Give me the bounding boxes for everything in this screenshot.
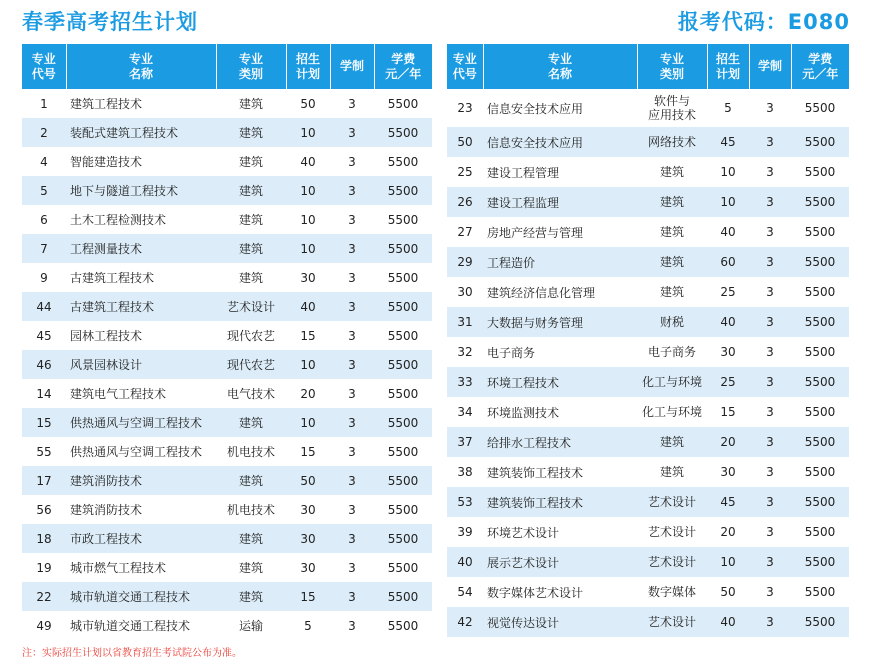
cell-category: 现代农艺 — [226, 328, 275, 343]
cell-duration: 3 — [330, 466, 374, 495]
table-row — [22, 89, 432, 118]
cell-plan: 20 — [720, 525, 736, 539]
table-row — [22, 176, 432, 205]
cell-code: 39 — [457, 525, 473, 539]
cell-code: 50 — [447, 127, 483, 157]
cell-code: 42 — [447, 607, 483, 637]
cell-duration: 3 — [330, 292, 374, 321]
table-row — [22, 408, 432, 437]
cell-duration: 3 — [749, 247, 791, 277]
cell-duration: 3 — [330, 582, 374, 611]
cell-plan: 10 — [286, 176, 330, 205]
header-plan: 招生 计划 — [286, 44, 330, 89]
table-row — [22, 466, 432, 495]
cell-category: 艺术设计 — [216, 292, 286, 321]
cell-duration: 3 — [348, 444, 356, 459]
cell-code: 33 — [447, 367, 483, 397]
cell-category: 电气技术 — [226, 386, 275, 401]
cell-code: 7 — [22, 234, 66, 263]
cell-major-name: 展示艺术设计 — [483, 547, 637, 577]
cell-plan: 10 — [286, 408, 330, 437]
cell-code: 22 — [22, 582, 66, 611]
table-row — [22, 495, 432, 524]
cell-duration: 3 — [766, 345, 774, 359]
header-tuition: 学费 元／年 — [374, 44, 432, 89]
cell-major-name: 建设工程监理 — [483, 187, 637, 217]
cell-category: 艺术设计 — [637, 487, 707, 517]
cell-duration: 3 — [348, 270, 356, 285]
cell-duration: 3 — [766, 525, 774, 539]
cell-category: 化工与环境 — [637, 367, 707, 397]
cell-plan: 20 — [707, 427, 749, 457]
cell-category: 机电技术 — [226, 502, 275, 517]
cell-tuition: 5500 — [804, 465, 836, 479]
cell-duration: 3 — [766, 101, 774, 115]
cell-category: 建筑 — [637, 247, 707, 277]
cell-major-name: 工程测量技术 — [66, 234, 216, 263]
table-row — [447, 247, 849, 277]
cell-plan: 50 — [300, 96, 316, 111]
cell-plan: 40 — [720, 225, 736, 239]
cell-plan: 40 — [707, 607, 749, 637]
cell-category: 建筑 — [216, 118, 286, 147]
table-row — [447, 89, 849, 127]
table-row — [447, 307, 849, 337]
header-major-name: 专业 名称 — [66, 44, 216, 89]
header-tuition: 学费 元／年 — [791, 44, 849, 89]
cell-tuition: 5500 — [387, 270, 419, 285]
cell-major-name: 视觉传达设计 — [483, 607, 637, 637]
cell-tuition: 5500 — [804, 405, 836, 419]
cell-duration: 3 — [766, 225, 774, 239]
cell-tuition: 5500 — [804, 225, 836, 239]
cell-category: 建筑 — [659, 465, 684, 479]
cell-category: 数字媒体 — [647, 585, 696, 599]
cell-duration: 3 — [348, 502, 356, 517]
cell-category: 建筑 — [637, 427, 707, 457]
cell-category: 建筑 — [238, 270, 263, 285]
table-row — [22, 350, 432, 379]
cell-plan: 10 — [300, 212, 316, 227]
cell-tuition: 5500 — [804, 525, 836, 539]
table-row — [447, 337, 849, 367]
cell-category: 建筑 — [216, 582, 286, 611]
cell-code: 17 — [22, 466, 66, 495]
table-row — [22, 118, 432, 147]
cell-plan: 15 — [286, 582, 330, 611]
cell-plan: 50 — [720, 585, 736, 599]
cell-tuition: 5500 — [804, 345, 836, 359]
cell-plan: 15 — [720, 405, 736, 419]
table-row — [22, 524, 432, 553]
cell-code: 45 — [36, 328, 52, 343]
cell-plan: 10 — [707, 187, 749, 217]
cell-major-name: 建筑电气工程技术 — [70, 387, 167, 401]
cell-category: 建筑 — [216, 234, 286, 263]
cell-duration: 3 — [348, 386, 356, 401]
cell-duration: 3 — [749, 547, 791, 577]
cell-plan: 5 — [304, 618, 312, 633]
page-title: 春季高考招生计划 — [22, 10, 198, 34]
cell-code: 30 — [457, 285, 473, 299]
cell-major-name: 环境艺术设计 — [487, 525, 560, 540]
cell-duration: 3 — [348, 618, 356, 633]
cell-code: 25 — [457, 165, 473, 179]
cell-tuition: 5500 — [387, 444, 419, 459]
cell-category: 现代农艺 — [216, 350, 286, 379]
cell-plan: 10 — [707, 547, 749, 577]
cell-duration: 3 — [348, 212, 356, 227]
cell-plan: 50 — [286, 466, 330, 495]
cell-major-name: 建筑工程技术 — [70, 97, 143, 111]
cell-plan: 30 — [720, 465, 736, 479]
cell-code: 34 — [457, 405, 473, 419]
cell-plan: 15 — [300, 328, 316, 343]
cell-category: 建筑 — [659, 285, 684, 299]
cell-major-name: 园林工程技术 — [70, 329, 143, 343]
cell-plan: 30 — [300, 560, 316, 575]
cell-major-name: 装配式建筑工程技术 — [66, 118, 216, 147]
cell-plan: 10 — [286, 350, 330, 379]
cell-major-name: 供热通风与空调工程技术 — [66, 408, 216, 437]
cell-plan: 60 — [707, 247, 749, 277]
table-row — [22, 611, 432, 640]
cell-duration: 3 — [766, 165, 774, 179]
header-category: 专业 类别 — [216, 44, 286, 89]
cell-category: 建筑 — [216, 466, 286, 495]
cell-major-name: 建设工程管理 — [487, 165, 560, 180]
cell-tuition: 5500 — [804, 165, 836, 179]
cell-major-name: 信息安全技术应用 — [487, 101, 584, 116]
cell-major-name: 数字媒体艺术设计 — [487, 585, 584, 600]
cell-tuition: 5500 — [387, 96, 419, 111]
cell-major-name: 供热通风与空调工程技术 — [70, 445, 203, 459]
cell-plan: 40 — [286, 292, 330, 321]
cell-tuition: 5500 — [387, 212, 419, 227]
cell-duration: 3 — [330, 408, 374, 437]
header-category: 专业 类别 — [637, 44, 707, 89]
table-row — [447, 187, 849, 217]
cell-plan: 5 — [724, 101, 732, 115]
cell-code: 40 — [447, 547, 483, 577]
cell-duration: 3 — [766, 585, 774, 599]
cell-duration: 3 — [330, 234, 374, 263]
cell-tuition: 5500 — [791, 367, 849, 397]
table-row — [22, 263, 432, 292]
cell-duration: 3 — [330, 176, 374, 205]
cell-tuition: 5500 — [791, 427, 849, 457]
cell-tuition: 5500 — [387, 328, 419, 343]
cell-plan: 30 — [720, 345, 736, 359]
cell-code: 5 — [22, 176, 66, 205]
table-row — [22, 292, 432, 321]
cell-tuition: 5500 — [374, 292, 432, 321]
cell-tuition: 5500 — [791, 127, 849, 157]
cell-category: 建筑 — [238, 96, 263, 111]
cell-plan: 25 — [707, 367, 749, 397]
table-row — [447, 517, 849, 547]
cell-code: 26 — [447, 187, 483, 217]
cell-major-name: 城市轨道交通工程技术 — [66, 582, 216, 611]
cell-code: 23 — [457, 101, 473, 115]
cell-category: 建筑 — [238, 154, 263, 169]
table-row — [22, 582, 432, 611]
cell-tuition: 5500 — [387, 154, 419, 169]
cell-code: 1 — [40, 96, 48, 111]
cell-major-name: 建筑装饰工程技术 — [483, 487, 637, 517]
cell-plan: 30 — [300, 270, 316, 285]
cell-category: 艺术设计 — [647, 525, 696, 539]
cell-category: 机电技术 — [226, 444, 275, 459]
cell-major-name: 古建筑工程技术 — [70, 271, 155, 285]
cell-plan: 10 — [286, 118, 330, 147]
cell-plan: 10 — [720, 165, 736, 179]
exam-code: 报考代码：E080 — [677, 10, 850, 34]
cell-code: 53 — [447, 487, 483, 517]
header-plan: 招生 计划 — [707, 44, 749, 89]
cell-tuition: 5500 — [374, 582, 432, 611]
cell-tuition: 5500 — [387, 618, 419, 633]
table-header-row — [22, 44, 432, 89]
cell-tuition: 5500 — [387, 560, 419, 575]
cell-code: 19 — [36, 560, 52, 575]
cell-code: 46 — [22, 350, 66, 379]
cell-duration: 3 — [749, 187, 791, 217]
cell-major-name: 电子商务 — [487, 345, 536, 360]
cell-duration: 3 — [749, 427, 791, 457]
cell-plan: 45 — [707, 127, 749, 157]
table-row — [22, 553, 432, 582]
cell-code: 4 — [40, 154, 48, 169]
cell-plan: 25 — [720, 285, 736, 299]
cell-category: 财税 — [637, 307, 707, 337]
table-row — [447, 127, 849, 157]
cell-duration: 3 — [330, 524, 374, 553]
cell-major-name: 建筑消防技术 — [66, 466, 216, 495]
cell-plan: 30 — [286, 524, 330, 553]
cell-code: 31 — [447, 307, 483, 337]
cell-code: 37 — [447, 427, 483, 457]
cell-duration: 3 — [330, 350, 374, 379]
cell-category: 建筑 — [659, 165, 684, 179]
header-code: 专业 代号 — [22, 44, 66, 89]
cell-code: 2 — [22, 118, 66, 147]
cell-code: 27 — [457, 225, 473, 239]
cell-code: 38 — [457, 465, 473, 479]
cell-plan: 45 — [707, 487, 749, 517]
cell-code: 55 — [36, 444, 52, 459]
cell-duration: 3 — [749, 307, 791, 337]
cell-code: 44 — [22, 292, 66, 321]
cell-category: 艺术设计 — [637, 547, 707, 577]
table-row — [22, 205, 432, 234]
table-row — [447, 217, 849, 247]
cell-category: 建筑 — [216, 176, 286, 205]
cell-code: 29 — [447, 247, 483, 277]
cell-major-name: 地下与隧道工程技术 — [66, 176, 216, 205]
footnote: 注：实际招生计划以省教育招生考试院公布为准。 — [22, 648, 242, 659]
cell-category: 运输 — [238, 618, 263, 633]
cell-code: 18 — [22, 524, 66, 553]
table-row — [22, 147, 432, 176]
cell-category: 建筑 — [637, 187, 707, 217]
cell-tuition: 5500 — [791, 487, 849, 517]
cell-duration: 3 — [749, 607, 791, 637]
cell-tuition: 5500 — [804, 585, 836, 599]
table-row — [447, 277, 849, 307]
cell-major-name: 风景园林设计 — [66, 350, 216, 379]
cell-major-name: 市政工程技术 — [66, 524, 216, 553]
table-row — [447, 487, 849, 517]
cell-major-name: 建筑装饰工程技术 — [487, 465, 584, 480]
cell-category: 建筑 — [238, 212, 263, 227]
cell-major-name: 城市燃气工程技术 — [70, 561, 167, 575]
cell-code: 14 — [36, 386, 52, 401]
cell-plan: 40 — [707, 307, 749, 337]
cell-major-name: 建筑经济信息化管理 — [487, 285, 596, 300]
table-row — [22, 234, 432, 263]
cell-code: 32 — [457, 345, 473, 359]
table-row — [447, 457, 849, 487]
cell-major-name: 房地产经营与管理 — [487, 225, 584, 240]
cell-code: 54 — [457, 585, 473, 599]
cell-duration: 3 — [766, 285, 774, 299]
cell-major-name: 大数据与财务管理 — [483, 307, 637, 337]
header-code: 专业 代号 — [447, 44, 483, 89]
cell-category: 电子商务 — [647, 345, 696, 359]
table-row — [447, 577, 849, 607]
cell-major-name: 环境工程技术 — [483, 367, 637, 397]
table-row — [447, 367, 849, 397]
cell-duration: 3 — [330, 118, 374, 147]
cell-duration: 3 — [348, 96, 356, 111]
cell-tuition: 5500 — [374, 408, 432, 437]
table-row — [447, 607, 849, 637]
cell-major-name: 工程造价 — [483, 247, 637, 277]
cell-tuition: 5500 — [374, 350, 432, 379]
cell-tuition: 5500 — [791, 187, 849, 217]
header-major-name: 专业 名称 — [483, 44, 637, 89]
enrollment-table-right — [447, 44, 849, 637]
cell-tuition: 5500 — [374, 524, 432, 553]
cell-tuition: 5500 — [387, 502, 419, 517]
cell-tuition: 5500 — [374, 234, 432, 263]
cell-category: 建筑 — [659, 225, 684, 239]
cell-plan: 10 — [286, 234, 330, 263]
table-row — [447, 547, 849, 577]
enrollment-table-left — [22, 44, 432, 640]
cell-major-name: 给排水工程技术 — [483, 427, 637, 457]
cell-duration: 3 — [348, 560, 356, 575]
cell-duration: 3 — [749, 367, 791, 397]
cell-tuition: 5500 — [791, 307, 849, 337]
cell-category: 建筑 — [216, 408, 286, 437]
cell-category: 艺术设计 — [637, 607, 707, 637]
cell-major-name: 土木工程检测技术 — [70, 213, 167, 227]
cell-duration: 3 — [749, 127, 791, 157]
cell-duration: 3 — [749, 487, 791, 517]
table-row — [447, 427, 849, 457]
cell-tuition: 5500 — [374, 176, 432, 205]
cell-plan: 30 — [300, 502, 316, 517]
cell-category: 建筑 — [238, 560, 263, 575]
cell-category: 软件与 应用技术 — [647, 94, 696, 122]
cell-code: 6 — [40, 212, 48, 227]
cell-code: 56 — [36, 502, 52, 517]
cell-major-name: 建筑消防技术 — [70, 503, 143, 517]
cell-duration: 3 — [766, 405, 774, 419]
cell-major-name: 智能建造技术 — [70, 155, 143, 169]
cell-duration: 3 — [766, 465, 774, 479]
cell-duration: 3 — [348, 328, 356, 343]
cell-plan: 40 — [300, 154, 316, 169]
cell-major-name: 信息安全技术应用 — [483, 127, 637, 157]
cell-tuition: 5500 — [387, 386, 419, 401]
header-duration: 学制 — [749, 44, 791, 89]
table-row — [22, 379, 432, 408]
cell-category: 化工与环境 — [641, 405, 702, 419]
table-row — [447, 397, 849, 427]
cell-tuition: 5500 — [804, 101, 836, 115]
cell-tuition: 5500 — [791, 547, 849, 577]
cell-plan: 15 — [300, 444, 316, 459]
table-row — [22, 437, 432, 466]
cell-category: 建筑 — [216, 524, 286, 553]
cell-code: 15 — [22, 408, 66, 437]
cell-major-name: 环境监测技术 — [487, 405, 560, 420]
cell-tuition: 5500 — [791, 247, 849, 277]
header-duration: 学制 — [330, 44, 374, 89]
cell-tuition: 5500 — [804, 285, 836, 299]
cell-category: 网络技术 — [637, 127, 707, 157]
table-row — [447, 157, 849, 187]
cell-tuition: 5500 — [791, 607, 849, 637]
cell-major-name: 古建筑工程技术 — [66, 292, 216, 321]
cell-duration: 3 — [348, 154, 356, 169]
cell-plan: 20 — [300, 386, 316, 401]
table-header-row — [447, 44, 849, 89]
table-row — [22, 321, 432, 350]
cell-tuition: 5500 — [374, 118, 432, 147]
cell-code: 49 — [36, 618, 52, 633]
cell-code: 9 — [40, 270, 48, 285]
cell-tuition: 5500 — [374, 466, 432, 495]
cell-major-name: 城市轨道交通工程技术 — [70, 619, 191, 633]
